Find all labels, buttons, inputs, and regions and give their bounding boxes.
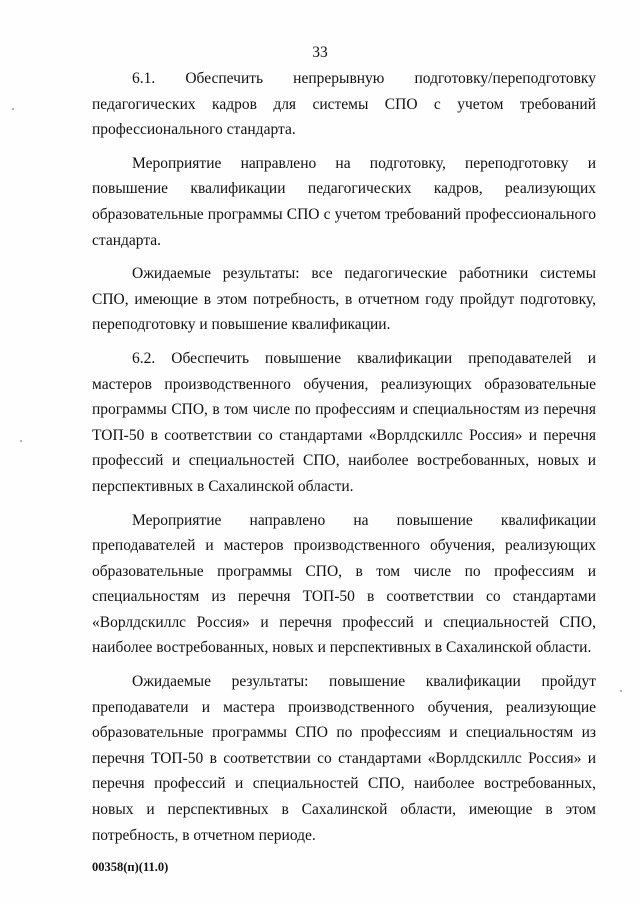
paragraph-6-1-measure: Мероприятие направлено на подготовку, переподготовку и повышение квалификации педагогических кадров, реализующих образовательные программы СПО с учетом требований профессионального стандарта. bbox=[92, 154, 596, 249]
document-code: 00358(п)(11.0) bbox=[92, 860, 169, 874]
paragraph-6-2-results: Ожидаемые результаты: повышение квалификации пройдут преподаватели и мастера производственного обучения, реализующие образовательные программы СПО по профессиям и специальностям из перечня ТОП-50 в соответствии со стандартами «Ворлдскиллс Россия» и перечня профессий и специальностей СПО, наиболее востребованных, новых и перспективных в Сахалинской области, имеющие в этом потребность, в отчетном периоде. bbox=[92, 673, 596, 844]
page-number: 33 bbox=[312, 44, 328, 61]
scan-speck bbox=[620, 690, 622, 692]
scan-speck bbox=[20, 440, 22, 442]
paragraph-6-2: 6.2. Обеспечить повышение квалификации преподавателей и мастеров производственного обучения, реализующих образовательные программы СПО, в том числе по профессиям и специальностям из перечня ТОП-50 в соответствии со стандартами «Ворлдскиллс Россия» и перечня профессий и специальностей СПО, наиболее востребованных, новых и перспективных в Сахалинской области. bbox=[92, 349, 596, 495]
paragraph-6-2-measure: Мероприятие направлено на повышение квалификации преподавателей и мастеров производственного обучения, реализующих образовательные программы СПО, в том числе по профессиям и специальностям из перечня ТОП-50 в соответствии со стандартами «Ворлдскиллс Россия» и перечня профессий и специальностей СПО, наиболее востребованных, новых и перспективных в Сахалинской области. bbox=[92, 511, 596, 657]
scan-speck bbox=[12, 108, 14, 110]
paragraph-6-1-results: Ожидаемые результаты: все педагогические работники системы СПО, имеющие в этом потребность, в отчетном году пройдут подготовку, переподготовку и повышение квалификации. bbox=[92, 265, 596, 334]
body-text bbox=[92, 66, 596, 856]
paragraph-6-1: 6.1. Обеспечить непрерывную подготовку/переподготовку педагогических кадров для системы СПО с учетом требований профессионального стандарта. bbox=[92, 70, 596, 139]
